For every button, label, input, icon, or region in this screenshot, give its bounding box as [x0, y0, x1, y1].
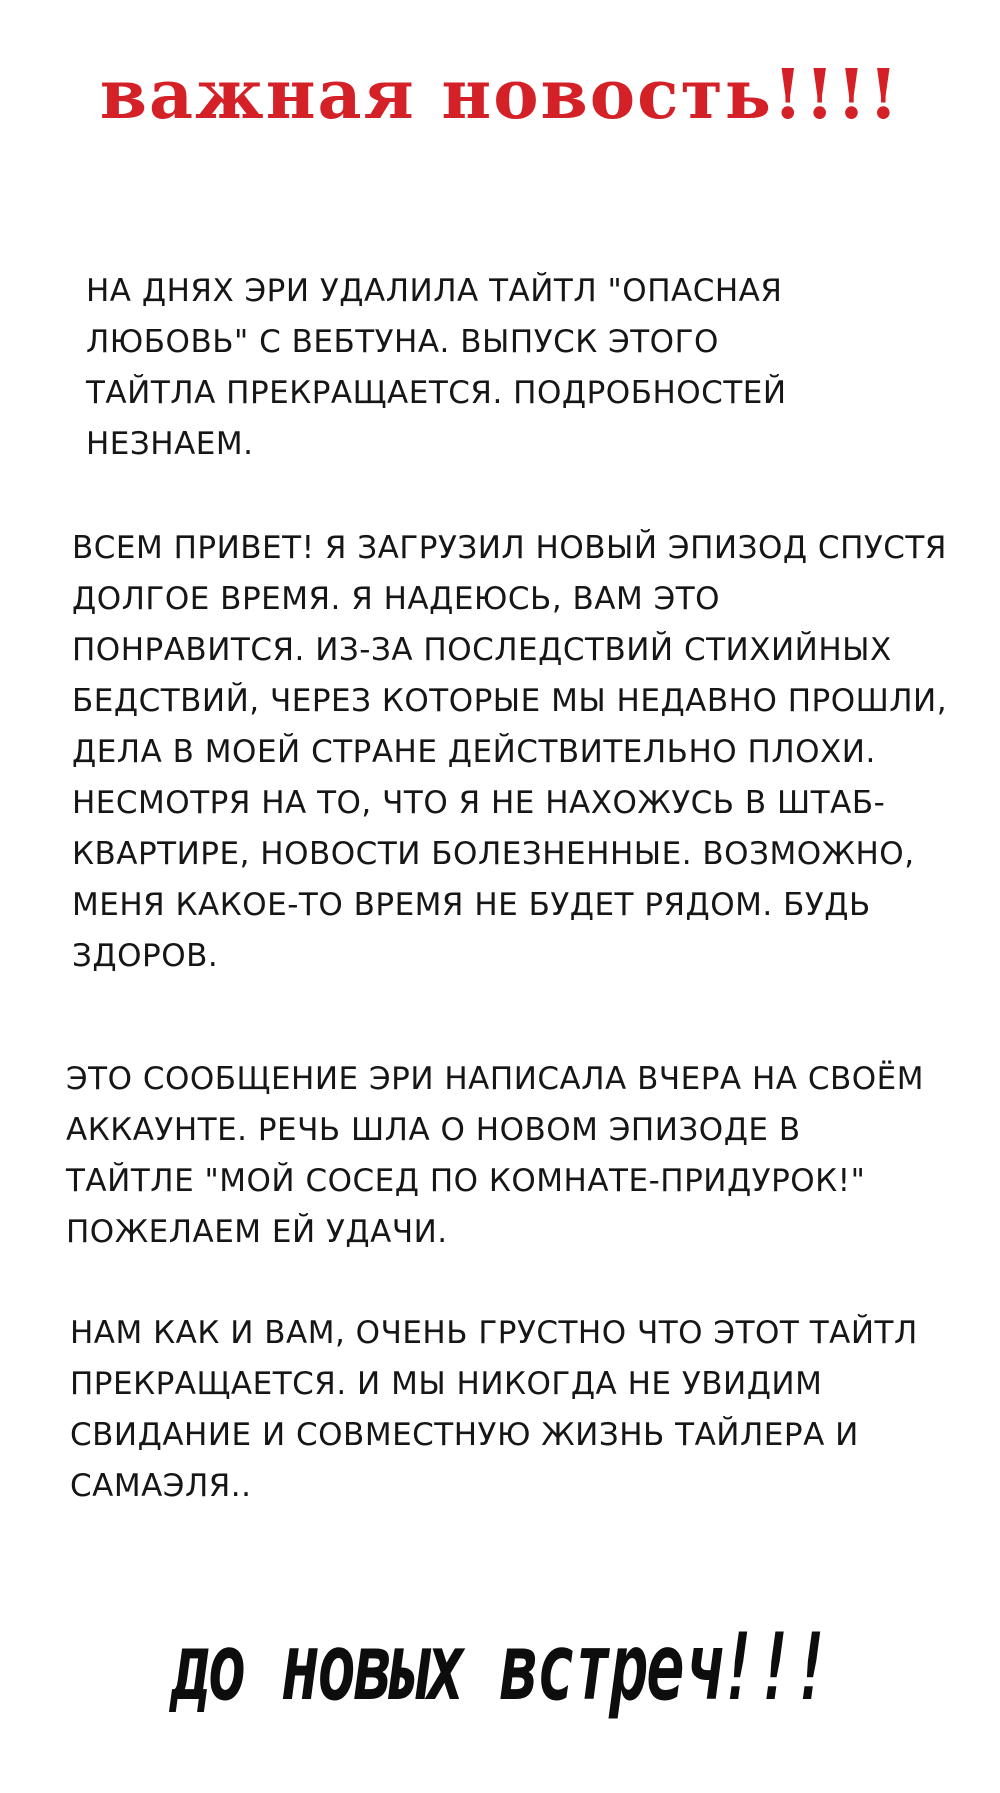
headline-title: важная новость!!!!: [99, 55, 901, 135]
paragraph-author-message: ВСЕМ ПРИВЕТ! Я ЗАГРУЗИЛ НОВЫЙ ЭПИЗОД СПУСТЯ ДОЛГОЕ ВРЕМЯ. Я НАДЕЮСЬ, ВАМ ЭТО ПОНРАВИТСЯ. ИЗ-ЗА ПОСЛЕДСТВИЙ СТИХИЙНЫХ БЕДСТВИЙ, ЧЕРЕЗ КОТОРЫЕ МЫ НЕДАВНО ПРОШЛИ, ДЕЛА В МОЕЙ СТРАНЕ ДЕЙСТВИТЕЛЬНО ПЛОХИ. НЕСМОТРЯ НА ТО, ЧТО Я НЕ НАХОЖУСЬ В ШТАБ-КВАРТИРЕ, НОВОСТИ БОЛЕЗНЕННЫЕ. ВОЗМОЖНО, МЕНЯ КАКОЕ-ТО ВРЕМЯ НЕ БУДЕТ РЯДОМ. БУДЬ ЗДОРОВ.: [72, 530, 948, 974]
paragraph-title-removed: НА ДНЯХ ЭРИ УДАЛИЛА ТАЙТЛ "ОПАСНАЯ ЛЮБОВЬ" С ВЕБТУНА. ВЫПУСК ЭТОГО ТАЙТЛА ПРЕКРАЩАЕТСЯ. ПОДРОБНОСТЕЙ НЕЗНАЕМ.: [86, 273, 787, 462]
paragraph-team-sad: НАМ КАК И ВАМ, ОЧЕНЬ ГРУСТНО ЧТО ЭТОТ ТАЙТЛ ПРЕКРАЩАЕТСЯ. И МЫ НИКОГДА НЕ УВИДИМ СВИДАНИЕ И СОВМЕСТНУЮ ЖИЗНЬ ТАЙЛЕРА И САМАЭЛЯ..: [70, 1315, 918, 1504]
paragraph-new-episode: ЭТО СООБЩЕНИЕ ЭРИ НАПИСАЛА ВЧЕРА НА СВОЁМ АККАУНТЕ. РЕЧЬ ШЛА О НОВОМ ЭПИЗОДЕ В ТАЙТЛЕ "МОЙ СОСЕД ПО КОМНАТЕ-ПРИДУРОК!" ПОЖЕЛАЕМ ЕЙ УДАЧИ.: [66, 1061, 924, 1250]
signoff-text: до новых встреч!!!: [171, 1615, 829, 1723]
